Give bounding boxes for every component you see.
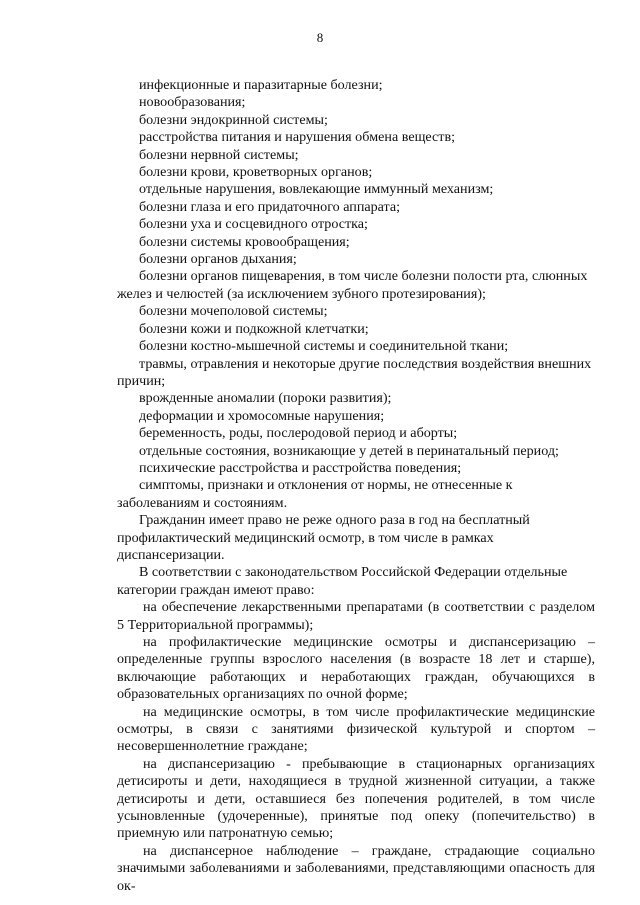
page-number: 8 [316,30,324,45]
paragraph: болезни кожи и подкожной клетчатки; [139,320,369,337]
paragraph: болезни системы кровообращения; [139,233,350,250]
paragraph: болезни органов пищеварения, в том числе болезни полости рта, слюнных желез и челюстей (за исключением зубного протезирования); [117,268,588,302]
paragraph: деформации и хромосомные нарушения; [139,407,385,424]
paragraph: новообразования; [139,94,246,111]
paragraph: болезни глаза и его придаточного аппарата; [139,198,401,215]
paragraph: на медицинские осмотры, в том числе профилактические медицинские осмотры, в связи с занятиями физической культурой и спортом – несовершеннолетние граждане; [117,703,595,755]
paragraph: Гражданин имеет право не реже одного раза в год на бесплатный профилактический медицинский осмотр, в том числе в рамках диспансеризации. [117,512,530,563]
paragraph: расстройства питания и нарушения обмена веществ; [139,129,456,146]
paragraph: на обеспечение лекарственными препаратами (в соответствии с разделом 5 Территориальной программы); [117,599,595,633]
paragraph: психические расстройства и расстройства поведения; [139,459,462,476]
paragraph: болезни мочеполовой системы; [139,303,328,320]
paragraph: болезни крови, кроветворных органов; [139,164,373,181]
paragraph: болезни органов дыхания; [139,251,297,268]
paragraph: на профилактические медицинские осмотры и диспансеризацию – определенные группы взрослого населения (в возрасте 18 лет и старше), включающие работающих и неработающих граждан, обучающихся в образовательных организациях по очной форме; [117,634,595,703]
paragraph: болезни эндокринной системы; [139,111,328,128]
paragraph: инфекционные и паразитарные болезни; [139,77,383,93]
paragraph: симптомы, признаки и отклонения от нормы, не отнесенные к заболеваниям и состояниям. [117,477,513,511]
paragraph: отдельные нарушения, вовлекающие иммунный механизм; [139,181,494,198]
paragraph: болезни нервной системы; [139,146,299,163]
paragraph: болезни уха и сосцевидного отростка; [139,216,368,233]
paragraph: беременность, роды, послеродовой период и аборты; [139,425,458,442]
paragraph: отдельные состояния, возникающие у детей в перинатальный период; [139,442,559,459]
paragraph: врожденные аномалии (пороки развития); [139,390,392,407]
paragraph: травмы, отравления и некоторые другие последствия воздействия внешних причин; [117,355,592,389]
paragraph: на диспансерное наблюдение – граждане, страдающие социально значимыми заболеваниями и заболеваниями, представляющими опасность для ок- [117,842,595,894]
paragraph: В соответствии с законодательством Российской Федерации отдельные категории граждан имеют право: [117,564,568,598]
document-body [117,77,595,895]
paragraph: на диспансеризацию - пребывающие в стационарных организациях детисироты и дети, находящиеся в трудной жизненной ситуации, а также детисироты и дети, оставшиеся без попечения родителей, в том числе усыновленные (удочеренные), принятые под опеку (попечительство) в приемную или патронатную семью; [117,755,595,842]
paragraph: болезни костно-мышечной системы и соединительной ткани; [139,338,509,355]
